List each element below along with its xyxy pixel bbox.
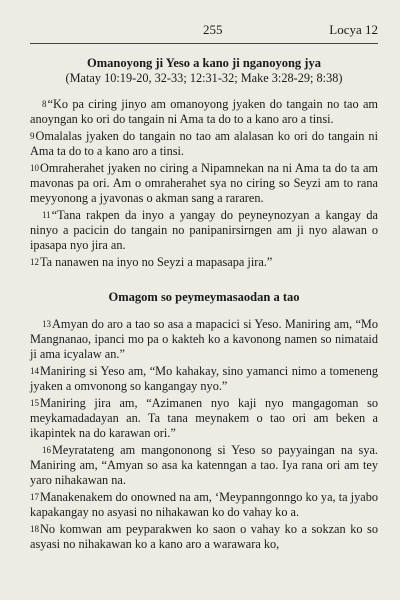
verse-number: 8 [42, 99, 47, 109]
verse-text: Manakenakem do onowned na am, ‘Meypanngonngo ko ya, ta jyabo kapakangay no asyasi no nihakawan ko do vahay ko a. [30, 490, 378, 519]
verse-text: Ta nanawen na inyo no Seyzi a mapasapa jira.” [40, 255, 273, 269]
verse-number: 13 [42, 319, 51, 329]
verse-number: 14 [30, 366, 39, 376]
section-cross-references: (Matay 10:19-20, 32-33; 12:31-32; Make 3:28-29; 8:38) [65, 71, 343, 85]
verse [30, 364, 378, 394]
verse [30, 522, 378, 552]
verse [30, 161, 378, 206]
verse [30, 396, 378, 441]
verse-number: 17 [30, 492, 39, 502]
section-title: Omanoyong ji Yeso a kano ji nganoyong jya [87, 56, 321, 70]
verse-number: 10 [30, 163, 39, 173]
verse-text: Omraherahet jyaken no ciring a Nipamnekan na ni Ama ta do ta am mavonas pa ori. Am o omraherahet sya no ciring so Seyzi am to rana meyyonong a jyavonas o akman sang a rararen. [30, 161, 378, 205]
verse-number: 12 [30, 257, 39, 267]
chapter-reference: Locya 12 [329, 22, 378, 37]
verse-text: Omalalas jyaken do tangain no tao am alalasan ko ori do tangain ni Ama ta do to a kano aro a tinsi. [30, 129, 378, 158]
verse [30, 317, 378, 362]
verse [30, 97, 378, 127]
verse-text: Meyratateng am mangononong si Yeso so payyaingan na sya. Maniring am, “Amyan so asa ka katenngan a tao. Iya rana ori am tey yaro nihakawan na. [30, 443, 378, 487]
verse [30, 129, 378, 159]
verse-text: Maniring jira am, “Azimanen nyo kaji nyo mangagoman so meykamadadayan an. Ta tana meynakem o tao ori am beken a ikapintek na do karawan ori.” [30, 396, 378, 440]
verse-number: 16 [42, 445, 51, 455]
verse-text: Maniring si Yeso am, “Mo kahakay, sino yamanci nimo a tomeneng jyaken a omvonong so kangangay nyo.” [30, 364, 378, 393]
verse-number: 18 [30, 524, 39, 534]
page-number: 255 [203, 22, 223, 37]
verse [30, 443, 378, 488]
verse-text: No komwan am peyparakwen ko saon o vahay ko a sokzan ko so asyasi no nihakawan ko a kano aro a warawara ko, [30, 522, 378, 551]
verse-number: 9 [30, 131, 35, 141]
verse [30, 490, 378, 520]
verse-text: Amyan do aro a tao so asa a mapacici si Yeso. Maniring am, “Mo Mangnanao, ipanci mo pa o kakteh ko a kavonong namen so nimataid ji ama icyalaw an.” [30, 317, 378, 361]
verse-number: 15 [30, 398, 39, 408]
header-rule [30, 43, 378, 44]
verse-number: 11 [42, 210, 51, 220]
verse-text: “Tana rakpen da inyo a yangay do peyneynozyan a kangay da ninyo a pacicin do tangain no panipanirsirngen am ji nyo alawan o ipasapa nyo jira an. [30, 208, 378, 252]
verse [30, 208, 378, 253]
page-body [30, 56, 378, 554]
running-head [30, 22, 378, 38]
verse-text: “Ko pa ciring jinyo am omanoyong jyaken do tangain no tao am anoyngan ko ori do tangain ni Ama ta do to a kano aro a tinsi. [30, 97, 378, 126]
verse [30, 255, 378, 270]
section-title: Omagom so peymeymasaodan a tao [108, 290, 300, 304]
